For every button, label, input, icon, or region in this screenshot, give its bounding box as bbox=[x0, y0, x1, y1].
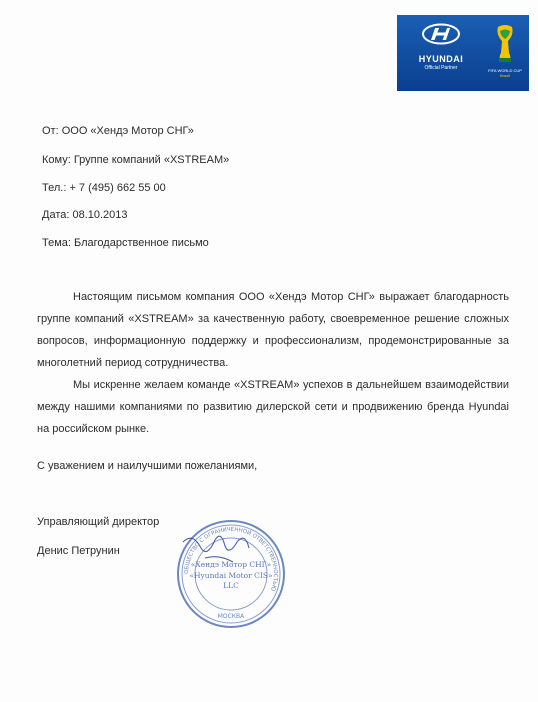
stamp-city: МОСКВА bbox=[217, 613, 245, 620]
closing-line: С уважением и наилучшими пожеланиями, bbox=[37, 460, 258, 472]
body-paragraph-2: Мы искренне желаем команде «XSTREAM» успехов в дальнейшем взаимодействии между нашими компаниями по развитию дилерской сети и продвижению бренда Hyundai на российском рынке. bbox=[37, 379, 509, 435]
brand-name: HYUNDAI bbox=[418, 54, 464, 64]
body-paragraph-1: Настоящим письмом компания ООО «Хендэ Мотор СНГ» выражает благодарность группе компаний «XSTREAM» за качественную работу, своевременное решение сложных вопросов, информационную поддержку и профессионализм, продемонстрированные за многолетний период сотрудничества. bbox=[37, 291, 509, 369]
world-cup-emblem bbox=[483, 23, 527, 78]
signer-name: Денис Петрунин bbox=[37, 545, 120, 557]
stamp-line-3: LLC bbox=[223, 581, 239, 590]
stamp-ring-text: ОБЩЕСТВО С ОГРАНИЧЕННОЙ ОТВЕТСТВЕННОСТЬЮ bbox=[183, 526, 279, 592]
subject-line: Тема: Благодарственное письмо bbox=[42, 237, 209, 249]
signer-title: Управляющий директор bbox=[37, 516, 160, 528]
from-line: От: ООО «Хендэ Мотор СНГ» bbox=[42, 125, 194, 137]
event-location: Brasil bbox=[499, 73, 510, 78]
stamp-line-1: «Хендэ Мотор СНГ» bbox=[190, 560, 272, 569]
partner-label: Official Partner bbox=[424, 65, 458, 71]
hyundai-brand bbox=[401, 23, 481, 71]
event-name: FIFA WORLD CUP bbox=[488, 68, 522, 73]
world-cup-trophy-icon bbox=[494, 23, 516, 63]
to-line: Кому: Группе компаний «XSTREAM» bbox=[42, 154, 230, 166]
company-stamp bbox=[175, 518, 287, 630]
header-banner bbox=[397, 15, 529, 91]
stamp-line-2: «Hyundai Motor CIS» bbox=[189, 571, 273, 580]
date-line: Дата: 08.10.2013 bbox=[42, 209, 128, 221]
phone-line: Тел.: + 7 (495) 662 55 00 bbox=[42, 182, 166, 194]
hyundai-logo-icon bbox=[421, 23, 461, 45]
